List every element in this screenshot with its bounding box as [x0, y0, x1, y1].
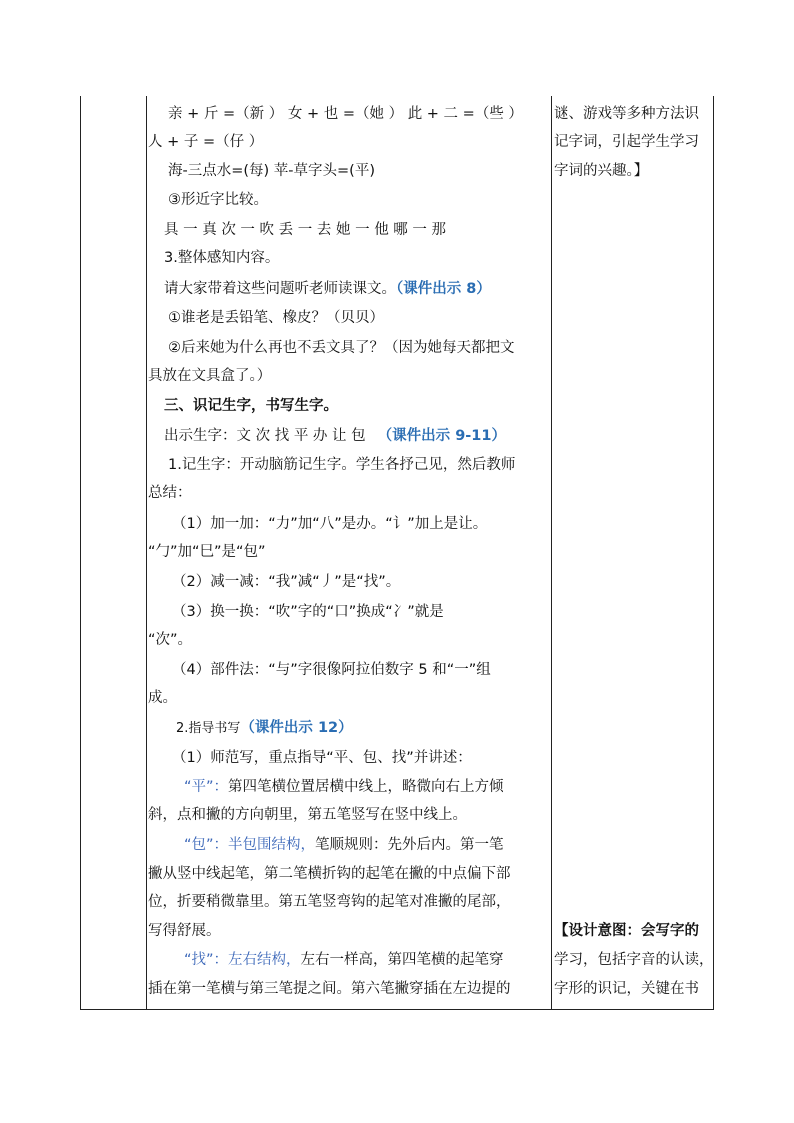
table-border-left	[80, 96, 81, 1010]
char-label: “找”：左右结构，	[184, 952, 301, 968]
text-line: 总结：	[148, 485, 192, 501]
courseware-tag: （课件出示 9-11）	[377, 428, 506, 444]
text-line: 【设计意图：会写字的	[554, 923, 699, 939]
text-line: “次”。	[148, 632, 193, 648]
text-line: 具 一 真 次 一 吹 丢 一 去 她 一 他 哪 一 那	[164, 222, 447, 238]
text-line	[184, 777, 504, 797]
text-line: 插在第一笔横与第三笔提之间。第六笔撇穿插在左边提的	[148, 981, 511, 997]
text-span: 第四笔横位置居横中线上，略微向右上方倾	[228, 779, 504, 795]
text-span: 2.指导书写	[176, 721, 241, 736]
text-line: 写得舒展。	[148, 923, 221, 939]
text-line: 海-三点水=(每) 苹-草字头=(平)	[168, 163, 375, 179]
char-label: “包”：半包围结构，	[184, 837, 316, 853]
text-line: 1.记生字：开动脑筋记生字。学生各抒己见，然后教师	[168, 457, 516, 473]
char-label: “平”：	[184, 779, 229, 795]
text-line: 谜、游戏等多种方法识	[554, 106, 699, 122]
text-line: 3.整体感知内容。	[164, 250, 280, 266]
text-line: （4）部件法：“与”字很像阿拉伯数字 5 和“一”组	[172, 662, 491, 678]
text-line: （1）加一加：“力”加“八”是办。“讠”加上是让。	[172, 516, 488, 532]
text-line: 人 + 子 =（仔 ）	[148, 134, 264, 150]
text-line: （1）师范写，重点指导“平、包、找”并讲述：	[172, 750, 472, 766]
text-line	[164, 426, 506, 446]
text-line: （3）换一换：“吹”字的“口”换成“冫”就是	[172, 604, 444, 620]
text-line: 具放在文具盒了。）	[148, 368, 272, 384]
text-line: 亲 + 斤 =（新 ） 女 + 也 =（她 ） 此 + 二 =（些 ）	[168, 106, 523, 122]
text-line: “勹”加“巳”是“包”	[148, 544, 266, 560]
text-line	[184, 835, 504, 855]
text-span: 笔顺规则：先外后内。第一笔	[315, 837, 504, 853]
table-border-right	[713, 96, 714, 1010]
text-line: 字词的兴趣。】	[554, 163, 649, 179]
table-border-bottom	[80, 1009, 714, 1010]
text-line: 记字词，引起学生学习	[554, 134, 699, 150]
text-line: 撇从竖中线起笔，第二笔横折钩的起笔在撇的中点偏下部	[148, 866, 511, 882]
courseware-tag: （课件出示 8）	[396, 281, 491, 297]
text-span: 出示生字：文 次 找 平 办 让 包	[164, 428, 366, 444]
table-border-col2	[551, 96, 552, 1010]
text-span: 请大家带着这些问题听老师读课文。	[164, 281, 396, 297]
text-span: 左右一样高，第四笔横的起笔穿	[300, 952, 504, 968]
table-border-col1	[146, 96, 147, 1010]
text-line: （2）减一减：“我”减“丿”是“找”。	[172, 574, 401, 590]
courseware-tag: （课件出示 12）	[240, 720, 353, 736]
text-line: ②后来她为什么再也不丢文具了？（因为她每天都把文	[168, 340, 515, 356]
section-heading: 三、识记生字，书写生字。	[164, 398, 338, 414]
text-line	[164, 279, 491, 299]
text-line	[184, 950, 504, 970]
text-line	[176, 718, 353, 739]
text-line: 字形的识记，关键在书	[554, 981, 699, 997]
text-line: ①谁老是丢铅笔、橡皮？（贝贝）	[168, 310, 384, 326]
text-line: 学习，包括字音的认读，	[554, 952, 714, 968]
text-line: 斜，点和撇的方向朝里，第五笔竖写在竖中线上。	[148, 807, 467, 823]
text-line: 成。	[148, 690, 177, 706]
text-line: ③形近字比较。	[168, 192, 268, 208]
text-line: 位，折要稍微靠里。第五笔竖弯钩的起笔对准撇的尾部，	[148, 894, 511, 910]
